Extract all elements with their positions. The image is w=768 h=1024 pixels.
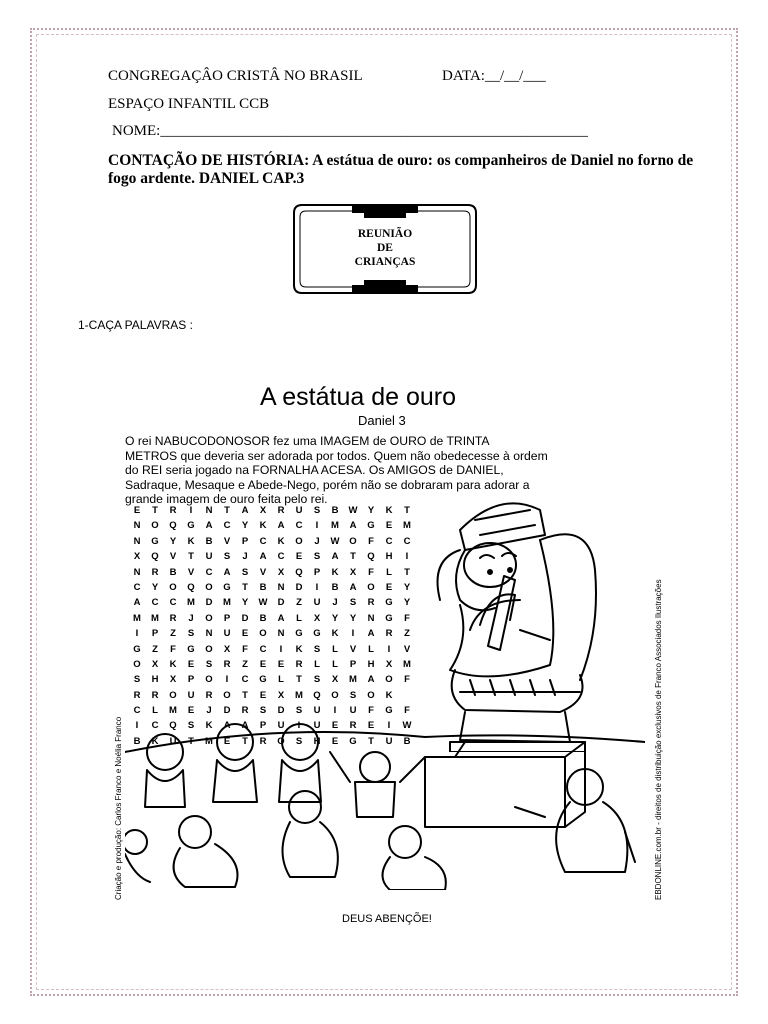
grid-letter: X <box>151 658 159 670</box>
grid-letter: P <box>187 674 195 686</box>
grid-letter: M <box>349 674 357 686</box>
grid-letter: U <box>223 628 231 640</box>
grid-letter: K <box>169 658 177 670</box>
badge-line-1: REUNIÃO <box>357 228 413 240</box>
grid-letter: J <box>314 535 320 547</box>
grid-row <box>128 657 416 672</box>
grid-letter: Z <box>242 658 248 670</box>
grid-letter: R <box>259 735 267 747</box>
grid-letter: G <box>385 597 393 609</box>
grid-letter: O <box>259 628 267 640</box>
grid-letter: N <box>277 581 285 593</box>
grid-letter: A <box>205 520 213 532</box>
grid-letter: M <box>205 735 213 747</box>
grid-letter: U <box>295 505 303 516</box>
grid-letter: A <box>349 581 357 593</box>
grid-letter: O <box>349 535 357 547</box>
grid-row <box>128 611 416 626</box>
grid-letter: N <box>133 566 141 578</box>
grid-letter: X <box>277 566 285 578</box>
grid-letter: T <box>188 735 194 747</box>
grid-letter: R <box>367 597 375 609</box>
grid-row <box>128 672 416 687</box>
activity-title <box>108 152 708 188</box>
grid-letter: L <box>296 612 302 624</box>
congregation-name: CONGREGAÇÂO CRISTÂ NO BRASIL <box>108 68 363 84</box>
grid-letter: C <box>295 520 303 532</box>
grid-letter: T <box>296 674 302 686</box>
grid-letter: U <box>313 705 321 717</box>
grid-letter: L <box>152 705 158 717</box>
grid-letter: R <box>205 689 213 701</box>
grid-letter: A <box>223 720 231 732</box>
grid-letter: Y <box>403 597 411 609</box>
grid-letter: B <box>331 505 339 516</box>
grid-letter: E <box>259 658 267 670</box>
grid-letter: C <box>241 674 249 686</box>
grid-letter: R <box>151 566 159 578</box>
grid-letter: B <box>259 612 267 624</box>
grid-letter: M <box>151 612 159 624</box>
grid-letter: F <box>242 643 248 655</box>
grid-letter: Z <box>296 597 302 609</box>
grid-letter: C <box>277 551 285 563</box>
grid-letter: Y <box>241 597 249 609</box>
grid-letter: E <box>187 658 195 670</box>
grid-letter: O <box>169 689 177 701</box>
grid-letter: T <box>404 566 410 578</box>
grid-letter: M <box>169 705 177 717</box>
grid-letter: P <box>349 658 357 670</box>
grid-letter: A <box>367 628 375 640</box>
grid-letter: O <box>385 674 393 686</box>
grid-letter: O <box>133 658 141 670</box>
grid-letter: D <box>295 581 303 593</box>
kneeling-children-icon <box>125 712 645 890</box>
name-field-label: NOME:_________________________________________________________ <box>112 123 588 139</box>
activity-text: A estátua de ouro: os companheiros de Daniel no forno de fogo ardente. DANIEL CAP.3 <box>108 152 694 187</box>
date-field-label: DATA:__/__/___ <box>442 68 546 84</box>
grid-letter: Y <box>349 612 357 624</box>
grid-letter: S <box>259 705 267 717</box>
grid-letter: M <box>403 520 411 532</box>
grid-letter: G <box>385 612 393 624</box>
grid-letter: O <box>205 612 213 624</box>
grid-letter: A <box>223 566 231 578</box>
grid-letter: S <box>313 674 321 686</box>
grid-letter: E <box>331 735 339 747</box>
grid-letter: N <box>205 628 213 640</box>
grid-letter: A <box>241 505 249 516</box>
grid-letter: O <box>169 581 177 593</box>
grid-letter: O <box>367 689 375 701</box>
grid-letter: P <box>241 535 249 547</box>
grid-letter: E <box>241 628 249 640</box>
grid-letter: R <box>151 689 159 701</box>
grid-letter: R <box>169 612 177 624</box>
exercise-label: 1-CAÇA PALAVRAS : <box>78 318 193 332</box>
grid-letter: N <box>277 628 285 640</box>
grid-row <box>128 534 416 549</box>
grid-row <box>128 595 416 610</box>
credit-left: Criação e produção: Carlos Franco e Noélia Franco <box>114 716 123 900</box>
grid-letter: G <box>223 581 231 593</box>
grid-letter: F <box>170 643 176 655</box>
grid-letter: H <box>313 735 321 747</box>
grid-letter: G <box>133 643 141 655</box>
grid-letter: K <box>151 735 159 747</box>
grid-letter: X <box>277 689 285 701</box>
grid-letter: D <box>277 597 285 609</box>
grid-letter: C <box>403 535 411 547</box>
grid-letter: H <box>385 551 393 563</box>
grid-letter: Z <box>404 628 410 640</box>
grid-letter: V <box>187 566 195 578</box>
grid-letter: T <box>368 735 374 747</box>
grid-letter: U <box>313 720 321 732</box>
grid-letter: W <box>258 597 268 609</box>
grid-letter: I <box>297 720 301 732</box>
grid-letter: A <box>241 720 249 732</box>
grid-letter: H <box>151 674 159 686</box>
grid-letter: F <box>368 705 374 717</box>
grid-letter: T <box>242 689 248 701</box>
grid-row <box>128 580 416 595</box>
grid-letter: W <box>402 720 412 732</box>
grid-letter: V <box>349 643 357 655</box>
grid-letter: S <box>205 658 213 670</box>
grid-letter: A <box>259 551 267 563</box>
program-name: ESPAÇO INFANTIL CCB <box>108 96 270 112</box>
grid-letter: G <box>259 674 267 686</box>
grid-letter: V <box>223 535 231 547</box>
grid-letter: C <box>259 535 267 547</box>
grid-letter: T <box>242 735 248 747</box>
grid-letter: O <box>205 674 213 686</box>
grid-letter: T <box>224 505 230 516</box>
grid-letter: K <box>259 520 267 532</box>
grid-letter: O <box>277 735 285 747</box>
grid-letter: X <box>385 658 393 670</box>
grid-letter: U <box>169 735 177 747</box>
grid-letter: Q <box>367 551 375 563</box>
grid-letter: R <box>241 705 249 717</box>
activity-label: CONTAÇÃO DE HISTÓRIA: <box>108 152 310 169</box>
grid-row <box>128 688 416 703</box>
grid-letter: G <box>385 705 393 717</box>
grid-letter: Q <box>151 551 159 563</box>
grid-letter: P <box>259 720 267 732</box>
grid-letter: I <box>405 551 409 563</box>
story-line: do REI seria jogado na FORNALHA ACESA. Os AMIGOS de DANIEL, <box>125 463 504 477</box>
grid-letter: C <box>385 535 393 547</box>
grid-letter: P <box>223 612 231 624</box>
grid-letter: U <box>349 705 357 717</box>
blessing-footer: DEUS ABENÇÕE! <box>342 913 432 925</box>
grid-letter: E <box>223 735 231 747</box>
grid-letter: I <box>387 720 391 732</box>
grid-letter: S <box>349 689 357 701</box>
grid-letter: B <box>205 535 213 547</box>
grid-letter: F <box>404 612 410 624</box>
grid-letter: K <box>331 628 339 640</box>
grid-letter: R <box>133 689 141 701</box>
grid-letter: R <box>349 720 357 732</box>
grid-letter: K <box>187 535 195 547</box>
grid-letter: L <box>278 674 284 686</box>
grid-letter: D <box>205 597 213 609</box>
grid-letter: K <box>277 535 285 547</box>
grid-letter: M <box>403 658 411 670</box>
grid-letter: H <box>367 658 375 670</box>
grid-letter: G <box>295 628 303 640</box>
grid-letter: Z <box>170 628 176 640</box>
grid-letter: Q <box>169 720 177 732</box>
grid-letter: X <box>169 674 177 686</box>
grid-letter: R <box>169 505 177 516</box>
grid-letter: C <box>169 597 177 609</box>
grid-letter: G <box>367 520 375 532</box>
grid-letter: T <box>152 505 158 516</box>
grid-letter: U <box>313 597 321 609</box>
story-line: O rei NABUCODONOSOR fez uma IMAGEM de OURO de TRINTA <box>125 434 490 448</box>
grid-letter: T <box>404 505 410 516</box>
grid-letter: I <box>387 643 391 655</box>
grid-letter: B <box>259 581 267 593</box>
grid-letter: C <box>151 720 159 732</box>
grid-row <box>128 518 416 533</box>
grid-letter: S <box>295 735 303 747</box>
grid-letter: A <box>277 612 285 624</box>
grid-letter: T <box>188 551 194 563</box>
grid-letter: I <box>135 720 139 732</box>
grid-letter: J <box>188 612 194 624</box>
badge-line-2: DE <box>377 242 393 254</box>
puzzle-subtitle: Daniel 3 <box>358 413 406 428</box>
grid-letter: Z <box>152 643 158 655</box>
grid-letter: D <box>241 612 249 624</box>
grid-letter: P <box>313 566 321 578</box>
grid-letter: M <box>331 520 339 532</box>
grid-letter: W <box>330 535 340 547</box>
grid-letter: E <box>367 720 375 732</box>
grid-letter: Y <box>331 612 339 624</box>
grid-letter: M <box>223 597 231 609</box>
grid-letter: I <box>315 581 319 593</box>
grid-letter: K <box>331 566 339 578</box>
grid-letter: N <box>133 520 141 532</box>
grid-letter: G <box>187 520 195 532</box>
reuniao-badge <box>292 203 478 295</box>
grid-letter: Q <box>169 520 177 532</box>
grid-letter: S <box>313 643 321 655</box>
grid-letter: C <box>223 520 231 532</box>
grid-letter: I <box>135 628 139 640</box>
grid-letter: I <box>279 643 283 655</box>
grid-letter: C <box>151 597 159 609</box>
grid-letter: M <box>187 597 195 609</box>
grid-letter: K <box>385 505 393 516</box>
grid-letter: O <box>205 581 213 593</box>
grid-letter: O <box>205 643 213 655</box>
grid-letter: C <box>133 581 141 593</box>
grid-letter: S <box>313 505 321 516</box>
grid-letter: T <box>242 581 248 593</box>
grid-letter: B <box>331 581 339 593</box>
grid-letter: L <box>368 643 374 655</box>
grid-letter: X <box>313 612 321 624</box>
grid-letter: S <box>187 720 195 732</box>
grid-letter: V <box>403 643 411 655</box>
grid-letter: K <box>205 720 213 732</box>
grid-letter: U <box>385 735 393 747</box>
grid-letter: S <box>349 597 357 609</box>
grid-letter: S <box>313 551 321 563</box>
grid-letter: B <box>169 566 177 578</box>
grid-letter: L <box>386 566 392 578</box>
grid-letter: V <box>259 566 267 578</box>
grid-letter: I <box>351 628 355 640</box>
grid-letter: Y <box>403 581 411 593</box>
grid-letter: G <box>187 643 195 655</box>
grid-row <box>128 642 416 657</box>
grid-letter: A <box>367 674 375 686</box>
grid-letter: E <box>295 551 303 563</box>
grid-letter: R <box>295 658 303 670</box>
story-line: METROS que deveria ser adorada por todos. Quem não obedecesse à ordem <box>125 448 548 463</box>
grid-letter: X <box>349 566 357 578</box>
grid-letter: E <box>187 705 195 717</box>
grid-letter: U <box>187 689 195 701</box>
grid-letter: L <box>332 658 338 670</box>
grid-letter: E <box>331 720 339 732</box>
grid-letter: S <box>223 551 231 563</box>
grid-letter: E <box>277 658 285 670</box>
grid-letter: M <box>133 612 141 624</box>
grid-letter: Y <box>151 581 159 593</box>
story-line: Sadraque, Mesaque e Abede-Nego, porém não se dobraram para adorar a <box>125 477 530 492</box>
grid-letter: Q <box>313 689 321 701</box>
badge-line-3: CRIANÇAS <box>354 256 416 268</box>
grid-letter: Q <box>295 566 303 578</box>
grid-row <box>128 503 416 518</box>
grid-row <box>128 549 416 564</box>
grid-letter: N <box>133 535 141 547</box>
grid-letter: K <box>295 643 303 655</box>
grid-letter: I <box>225 674 229 686</box>
grid-row <box>128 565 416 580</box>
grid-letter: R <box>223 658 231 670</box>
grid-letter: S <box>295 705 303 717</box>
grid-letter: X <box>133 551 141 563</box>
story-line: grande imagem de ouro feita pelo rei. <box>125 492 328 506</box>
grid-letter: L <box>314 658 320 670</box>
grid-letter: O <box>223 689 231 701</box>
grid-letter: U <box>277 720 285 732</box>
grid-letter: A <box>331 551 339 563</box>
grid-letter: L <box>332 643 338 655</box>
grid-letter: I <box>315 520 319 532</box>
grid-letter: D <box>277 705 285 717</box>
grid-letter: O <box>331 689 339 701</box>
grid-letter: E <box>385 581 393 593</box>
grid-letter: T <box>350 551 356 563</box>
grid-letter: A <box>349 520 357 532</box>
grid-letter: X <box>331 674 339 686</box>
grid-letter: R <box>385 628 393 640</box>
grid-letter: F <box>368 566 374 578</box>
grid-letter: G <box>151 535 159 547</box>
grid-letter: S <box>133 674 141 686</box>
grid-letter: R <box>277 505 285 516</box>
grid-letter: B <box>403 735 411 747</box>
grid-letter: O <box>367 581 375 593</box>
grid-letter: X <box>259 505 267 516</box>
grid-letter: A <box>277 520 285 532</box>
grid-letter: F <box>404 674 410 686</box>
grid-letter: G <box>349 735 357 747</box>
grid-letter: I <box>333 705 337 717</box>
grid-letter: E <box>133 505 141 516</box>
grid-letter: Y <box>169 535 177 547</box>
grid-letter: E <box>385 520 393 532</box>
grid-letter: V <box>169 551 177 563</box>
grid-letter: I <box>189 505 193 516</box>
grid-letter: J <box>242 551 248 563</box>
grid-row <box>128 626 416 641</box>
grid-letter: W <box>348 505 358 516</box>
grid-letter: N <box>205 505 213 516</box>
grid-letter: N <box>367 612 375 624</box>
grid-letter: F <box>404 705 410 717</box>
grid-letter: F <box>368 535 374 547</box>
grid-letter: D <box>223 705 231 717</box>
grid-letter: J <box>206 705 212 717</box>
grid-letter: E <box>259 689 267 701</box>
grid-letter: C <box>133 705 141 717</box>
grid-letter: B <box>133 735 141 747</box>
grid-letter: M <box>295 689 303 701</box>
grid-letter: G <box>313 628 321 640</box>
grid-letter: A <box>133 597 141 609</box>
credit-right: EBDONLINE.com.br - direitos de distribuição exclusivos de Franco Associados Ilustrações <box>654 579 663 900</box>
grid-letter: C <box>205 566 213 578</box>
grid-letter: P <box>151 628 159 640</box>
grid-letter: Y <box>367 505 375 516</box>
puzzle-title: A estátua de ouro <box>260 383 456 411</box>
grid-letter: S <box>241 566 249 578</box>
grid-letter: K <box>385 689 393 701</box>
grid-letter: U <box>205 551 213 563</box>
grid-letter: S <box>187 628 195 640</box>
grid-letter: Q <box>187 581 195 593</box>
grid-letter: O <box>295 535 303 547</box>
grid-letter: Y <box>241 520 249 532</box>
grid-letter: X <box>223 643 231 655</box>
grid-letter: O <box>151 520 159 532</box>
grid-letter: J <box>332 597 338 609</box>
grid-letter: C <box>259 643 267 655</box>
